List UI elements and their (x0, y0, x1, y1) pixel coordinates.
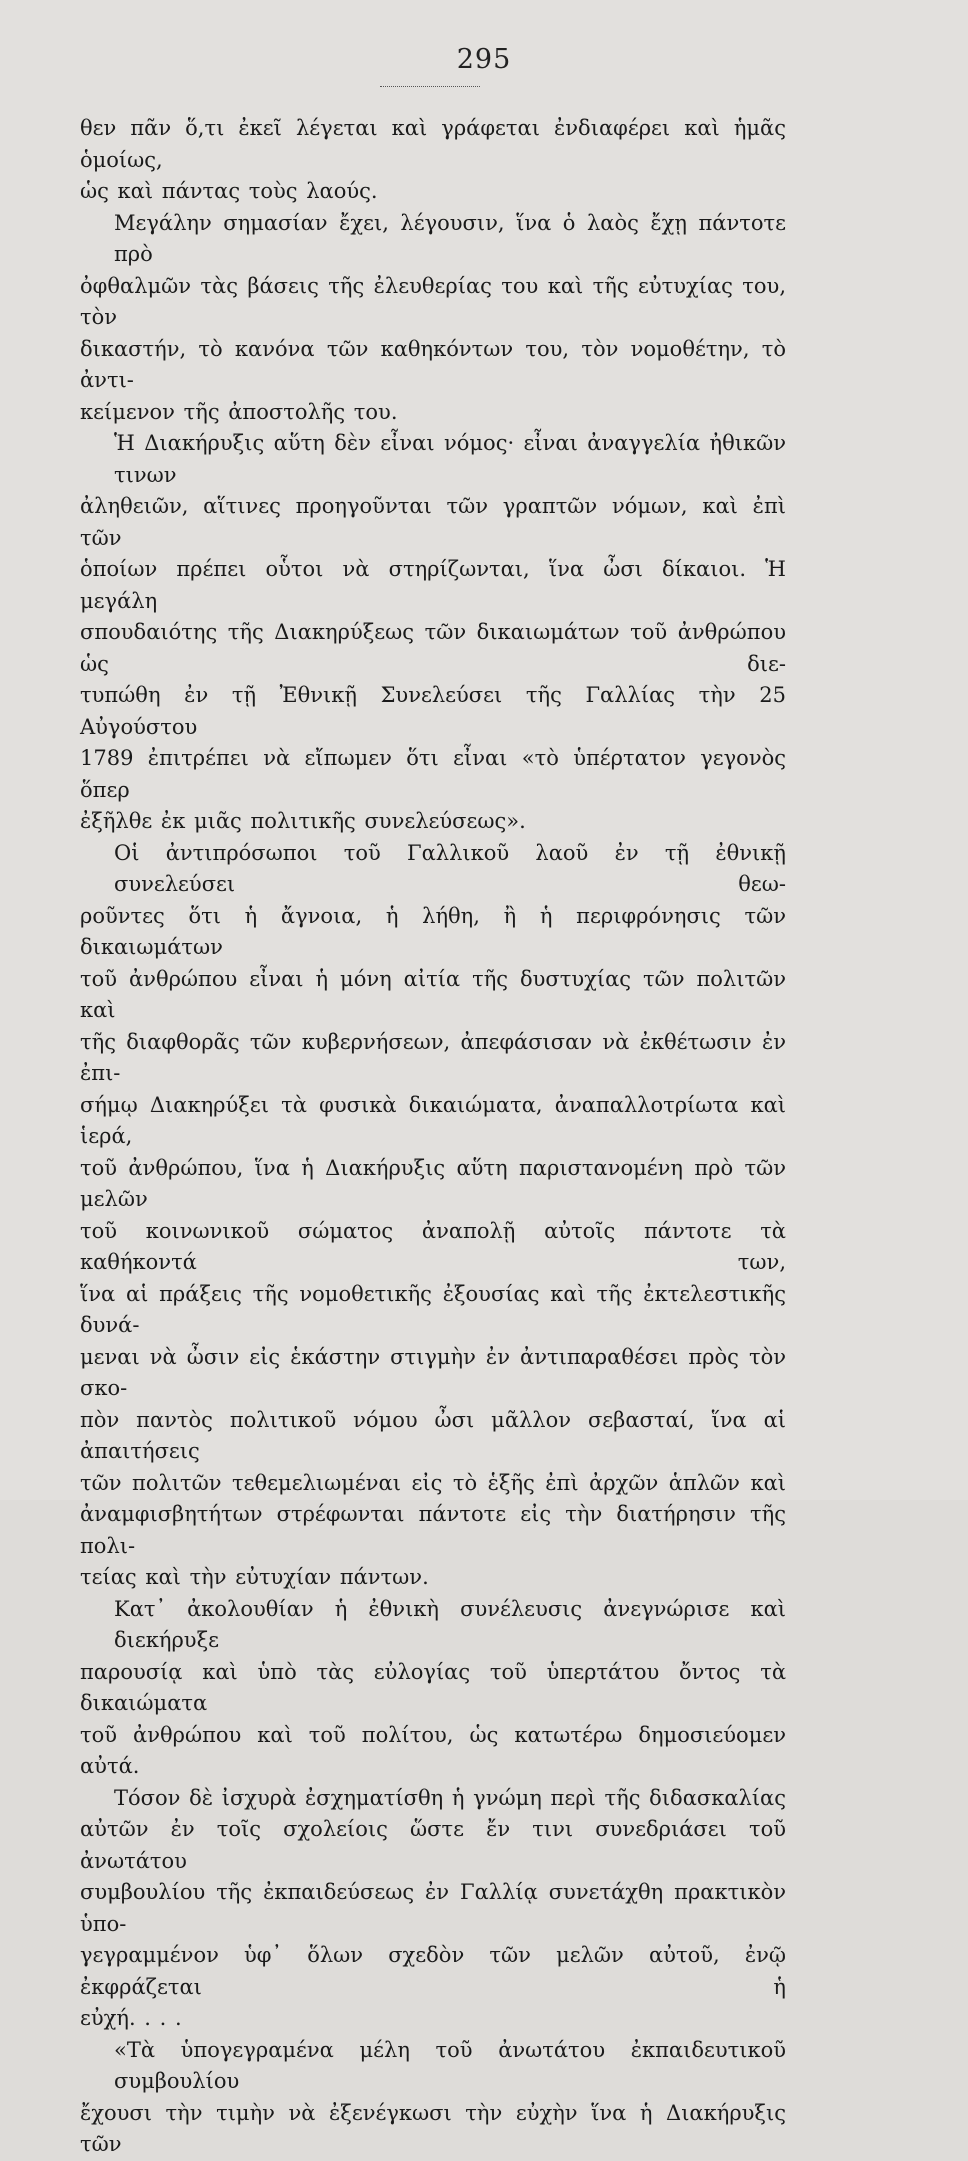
text-line: ὀφθαλμῶν τὰς βάσεις τῆς ἐλευθερίας του καὶ τῆς εὐτυχίας του, τὸν (80, 273, 786, 329)
text-line: Μεγάλην σημασίαν ἔχει, λέγουσιν, ἵνα ὁ λαὸς ἔχῃ πάντοτε πρὸ (114, 210, 786, 266)
text-line: τοῦ ἀνθρώπου εἶναι ἡ μόνη αἰτία τῆς δυστυχίας τῶν πολιτῶν καὶ (80, 966, 786, 1022)
text-line: αὐτῶν ἐν τοῖς σχολείοις ὥστε ἔν τινι συνεδριάσει τοῦ ἀνωτάτου (80, 1817, 786, 1873)
text-line: τοῦ κοινωνικοῦ σώματος ἀναπολῇ αὐτοῖς πάντοτε τὰ καθήκοντά των, (80, 1218, 786, 1274)
text-line: ἀναμφισβητήτων στρέφωνται πάντοτε εἰς τὴν διατήρησιν τῆς πολι- (80, 1502, 786, 1558)
paragraph (80, 113, 786, 208)
text-line: ροῦντες ὅτι ἡ ἄγνοια, ἡ λήθη, ἢ ἡ περιφρόνησις τῶν δικαιωμάτων (80, 903, 786, 959)
text-line: σήμῳ Διακηρύξει τὰ φυσικὰ δικαιώματα, ἀναπαλλοτρίωτα καὶ ἱερά, (80, 1092, 786, 1148)
text-line: κείμενον τῆς ἀποστολῆς του. (80, 399, 398, 424)
text-line: συμβουλίου τῆς ἐκπαιδεύσεως ἐν Γαλλίᾳ συνετάχθη πρακτικὸν ὑπο- (80, 1880, 786, 1936)
text-line: τῶν πολιτῶν τεθεμελιωμέναι εἰς τὸ ἑξῆς ἐπὶ ἀρχῶν ἁπλῶν καὶ (80, 1470, 786, 1495)
text-line: τοῦ ἀνθρώπου, ἵνα ἡ Διακήρυξις αὕτη παριστανομένη πρὸ τῶν μελῶν (80, 1155, 786, 1211)
text-line: δικαστήν, τὸ κανόνα τῶν καθηκόντων του, τὸν νομοθέτην, τὸ ἀντι- (80, 336, 786, 392)
text-line: 1789 ἐπιτρέπει νὰ εἴπωμεν ὅτι εἶναι «τὸ ὑπέρτατον γεγονὸς ὅπερ (80, 746, 786, 802)
text-line: Τόσον δὲ ἰσχυρὰ ἐσχηματίσθη ἡ γνώμη περὶ τῆς διδασκαλίας (114, 1785, 786, 1810)
paragraph (80, 838, 786, 1594)
text-line: μεναι νὰ ὦσιν εἰς ἑκάστην στιγμὴν ἐν ἀντιπαραθέσει πρὸς τὸν σκο- (80, 1344, 786, 1400)
page-number: 295 (456, 44, 512, 75)
text-line: πὸν παντὸς πολιτικοῦ νόμου ὦσι μᾶλλον σεβασταί, ἵνα αἱ ἀπαιτήσεις (80, 1407, 786, 1463)
text-line: σπουδαιότης τῆς Διακηρύξεως τῶν δικαιωμάτων τοῦ ἀνθρώπου ὡς διε- (80, 620, 786, 676)
text-line: Κατ᾽ ἀκολουθίαν ἡ ἐθνικὴ συνέλευσις ἀνεγνώρισε καὶ διεκήρυξε (114, 1596, 786, 1652)
paragraph (80, 2035, 786, 2161)
text-line: «Τὰ ὑπογεγραμένα μέλη τοῦ ἀνωτάτου ἐκπαιδευτικοῦ συμβουλίου (114, 2037, 786, 2093)
paragraph (80, 1783, 786, 2035)
text-line: ἐξῆλθε ἐκ μιᾶς πολιτικῆς συνελεύσεως». (80, 809, 526, 833)
text-line: ἀληθειῶν, αἵτινες προηγοῦνται τῶν γραπτῶν νόμων, καὶ ἐπὶ τῶν (80, 494, 786, 550)
text-line: εὐχή. . . . (80, 2006, 182, 2030)
text-line: ὡς καὶ πάντας τοὺς λαούς. (80, 179, 378, 203)
body-text (80, 113, 786, 2161)
text-line: τῆς διαφθορᾶς τῶν κυβερνήσεων, ἀπεφάσισαν νὰ ἐκθέτωσιν ἐν ἐπι- (80, 1029, 786, 1085)
text-line: γεγραμμένον ὑφ᾽ ὅλων σχεδὸν τῶν μελῶν αὐτοῦ, ἐνῷ ἐκφράζεται ἡ (80, 1943, 786, 1999)
text-line: ὁποίων πρέπει οὗτοι νὰ στηρίζωνται, ἵνα ὦσι δίκαιοι. Ἡ μεγάλη (80, 557, 786, 613)
text-line: Ἡ Διακήρυξις αὕτη δὲν εἶναι νόμος· εἶναι ἀναγγελία ἠθικῶν τινων (114, 431, 786, 487)
text-line: τείας καὶ τὴν εὐτυχίαν πάντων. (80, 1565, 429, 1589)
paragraph (80, 1594, 786, 1783)
text-line: ἔχουσι τὴν τιμὴν νὰ ἐξενέγκωσι τὴν εὐχὴν ἵνα ἡ Διακήρυξις τῶν (80, 2100, 786, 2156)
paragraph (80, 208, 786, 429)
text-line: τυπώθη ἐν τῇ Ἐθνικῇ Συνελεύσει τῆς Γαλλίας τὴν 25 Αὐγούστου (80, 683, 786, 739)
text-line: τοῦ ἀνθρώπου καὶ τοῦ πολίτου, ὡς κατωτέρω δημοσιεύομεν αὐτά. (80, 1722, 786, 1778)
paragraph (80, 428, 786, 838)
text-line: Οἱ ἀντιπρόσωποι τοῦ Γαλλικοῦ λαοῦ ἐν τῇ ἐθνικῇ συνελεύσει θεω- (114, 840, 786, 896)
text-line: παρουσίᾳ καὶ ὑπὸ τὰς εὐλογίας τοῦ ὑπερτάτου ὄντος τὰ δικαιώματα (80, 1659, 786, 1715)
text-line: ἵνα αἱ πράξεις τῆς νομοθετικῆς ἐξουσίας καὶ τῆς ἐκτελεστικῆς δυνά- (80, 1281, 786, 1337)
header-rule (380, 86, 480, 87)
text-line: θεν πᾶν ὅ,τι ἐκεῖ λέγεται καὶ γράφεται ἐνδιαφέρει καὶ ἡμᾶς ὁμοίως, (80, 116, 786, 172)
